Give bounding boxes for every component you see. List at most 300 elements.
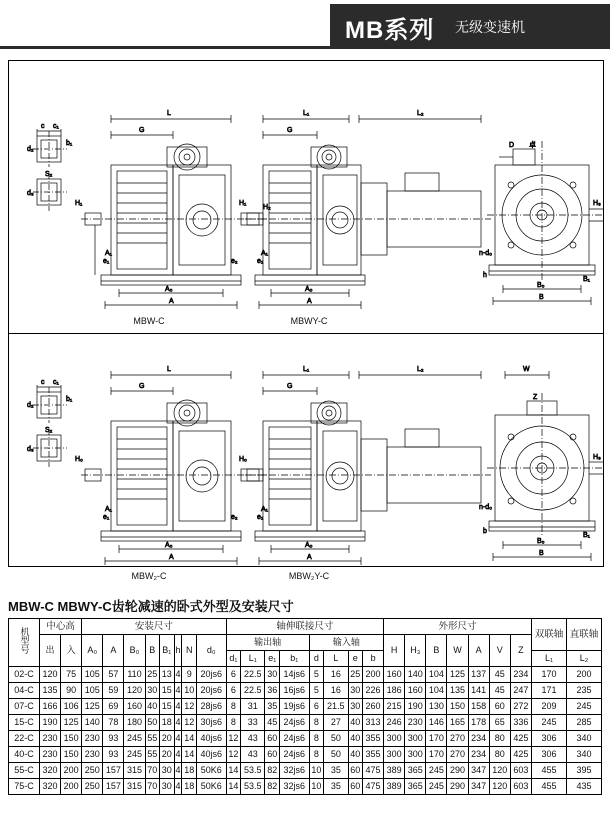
th-h: h <box>174 635 182 667</box>
cell-d0: 20js6 <box>196 667 226 683</box>
cell-A0: 250 <box>82 763 103 779</box>
cell-dL2: 395 <box>567 763 602 779</box>
cell-W: 290 <box>447 763 468 779</box>
cell-b1: 24js6 <box>279 747 309 763</box>
cell-c_in: 200 <box>61 779 82 795</box>
cell-d1: 6 <box>226 683 241 699</box>
table-row <box>9 747 602 763</box>
cell-c_out: 230 <box>40 747 61 763</box>
svg-text:c: c <box>41 379 45 386</box>
cell-W: 290 <box>447 779 468 795</box>
cell-h: 4 <box>174 715 182 731</box>
cell-c_in: 75 <box>61 667 82 683</box>
cell-L1: 43 <box>241 747 265 763</box>
cell-model: 07-C <box>9 699 40 715</box>
table-header-row-2 <box>9 635 602 651</box>
th-N: N <box>182 635 197 667</box>
cell-B: 70 <box>145 763 160 779</box>
cell-B0: 110 <box>124 667 145 683</box>
svg-text:A₀: A₀ <box>305 542 313 549</box>
table-body <box>9 667 602 795</box>
svg-text:d₃: d₃ <box>27 446 34 453</box>
page-header <box>0 0 610 50</box>
th-B1: B₁ <box>160 635 175 667</box>
th-out-b1: b₁ <box>279 651 309 667</box>
svg-text:L₁: L₁ <box>303 110 310 117</box>
dimensions-table <box>8 618 602 795</box>
cell-d1: 8 <box>226 699 241 715</box>
cell-V: 45 <box>489 683 510 699</box>
cell-d: 6 <box>309 699 324 715</box>
cell-B_: 170 <box>426 747 447 763</box>
cell-e: 40 <box>348 715 363 731</box>
cell-e: 40 <box>348 747 363 763</box>
cell-B0: 315 <box>124 763 145 779</box>
cell-L1: 53.5 <box>241 763 265 779</box>
cell-L: 16 <box>324 683 348 699</box>
cell-e1: 45 <box>265 715 280 731</box>
cell-e1: 60 <box>265 731 280 747</box>
cell-b1: 32js6 <box>279 779 309 795</box>
cell-H3: 300 <box>405 747 426 763</box>
cell-W: 270 <box>447 747 468 763</box>
th-B: B <box>145 635 160 667</box>
cell-B: 70 <box>145 779 160 795</box>
cell-b1: 24js6 <box>279 731 309 747</box>
cell-d: 5 <box>309 667 324 683</box>
svg-text:A₀: A₀ <box>165 542 173 549</box>
cell-b1: 32js6 <box>279 763 309 779</box>
cell-dL2: 340 <box>567 747 602 763</box>
figure-caption-mbw2y-c: MBW₂Y-C <box>288 571 330 581</box>
cell-Z: 603 <box>510 763 531 779</box>
header-title: MB系列 <box>345 17 435 44</box>
svg-text:A₁: A₁ <box>261 250 269 257</box>
table-row <box>9 683 602 699</box>
cell-e: 40 <box>348 731 363 747</box>
svg-text:e₂: e₂ <box>231 514 238 521</box>
cell-b1: 19js6 <box>279 699 309 715</box>
cell-d1: 8 <box>226 715 241 731</box>
cell-L: 27 <box>324 715 348 731</box>
cell-L: 35 <box>324 779 348 795</box>
figure-caption-mbw2-c: MBW₂-C <box>131 571 167 581</box>
cell-B: 40 <box>145 699 160 715</box>
cell-B: 50 <box>145 715 160 731</box>
cell-B0: 120 <box>124 683 145 699</box>
cell-H3: 365 <box>405 779 426 795</box>
cell-V: 65 <box>489 715 510 731</box>
table-row <box>9 699 602 715</box>
dimensions-table-wrap <box>8 618 602 795</box>
th-center-out: 出 <box>40 635 61 667</box>
section-title: MBW-C MBWY-C齿轮减速的卧式外型及安装尺寸 <box>8 599 294 614</box>
cell-d: 8 <box>309 715 324 731</box>
svg-text:e₁: e₁ <box>257 514 264 521</box>
cell-A0: 230 <box>82 731 103 747</box>
cell-c_out: 135 <box>40 683 61 699</box>
cell-L1: 43 <box>241 731 265 747</box>
cell-Z: 603 <box>510 779 531 795</box>
cell-A_: 347 <box>468 763 489 779</box>
cell-dL2: 245 <box>567 699 602 715</box>
cell-h: 4 <box>174 763 182 779</box>
cell-model: 75-C <box>9 779 40 795</box>
cell-h: 4 <box>174 779 182 795</box>
cell-L1: 53.5 <box>241 779 265 795</box>
svg-text:e₁: e₁ <box>103 258 110 265</box>
svg-text:A: A <box>307 554 312 561</box>
cell-L: 21.5 <box>324 699 348 715</box>
svg-text:d₂: d₂ <box>27 146 34 153</box>
th-A0: A₀ <box>82 635 103 667</box>
cell-d1: 14 <box>226 763 241 779</box>
cell-c_out: 320 <box>40 779 61 795</box>
svg-text:c: c <box>41 123 45 130</box>
cell-d: 5 <box>309 683 324 699</box>
cell-V: 45 <box>489 667 510 683</box>
cell-model: 02-C <box>9 667 40 683</box>
th-center-in: 入 <box>61 635 82 667</box>
svg-text:H₀: H₀ <box>75 456 83 463</box>
cell-A_: 347 <box>468 779 489 795</box>
cell-d0: 30js6 <box>196 715 226 731</box>
cell-model: 04-C <box>9 683 40 699</box>
cell-A: 93 <box>103 731 124 747</box>
cell-dL1: 170 <box>532 667 567 683</box>
table-row <box>9 779 602 795</box>
cell-H3: 365 <box>405 763 426 779</box>
cell-b: 475 <box>363 779 384 795</box>
cell-L1: 22.5 <box>241 667 265 683</box>
cell-c_in: 106 <box>61 699 82 715</box>
cell-A: 78 <box>103 715 124 731</box>
cell-dL1: 306 <box>532 731 567 747</box>
th-shaft: 轴伸联接尺寸 <box>226 619 384 635</box>
cell-d0: 28js6 <box>196 699 226 715</box>
svg-text:b: b <box>483 528 487 535</box>
th-in-b: b <box>363 651 384 667</box>
cell-dL2: 435 <box>567 779 602 795</box>
cell-A0: 125 <box>82 699 103 715</box>
svg-text:H₂: H₂ <box>263 204 271 211</box>
cell-N: 12 <box>182 699 197 715</box>
th-in-L: L <box>324 651 348 667</box>
cell-b: 313 <box>363 715 384 731</box>
th-A-out: A <box>468 635 489 667</box>
cell-B1: 20 <box>160 731 175 747</box>
table-header-row-1 <box>9 619 602 635</box>
svg-text:b₁: b₁ <box>66 396 73 403</box>
drawing-panel <box>8 60 604 581</box>
cell-d: 8 <box>309 747 324 763</box>
cell-B: 55 <box>145 731 160 747</box>
cell-c_out: 120 <box>40 667 61 683</box>
cell-B_: 146 <box>426 715 447 731</box>
cell-W: 125 <box>447 667 468 683</box>
cell-B_: 130 <box>426 699 447 715</box>
cell-B_: 104 <box>426 667 447 683</box>
cell-b: 260 <box>363 699 384 715</box>
svg-text:d₂: d₂ <box>27 402 34 409</box>
cell-Z: 425 <box>510 747 531 763</box>
cell-e: 60 <box>348 763 363 779</box>
cell-H3: 140 <box>405 667 426 683</box>
svg-text:n-d₀: n-d₀ <box>479 504 493 511</box>
cell-N: 9 <box>182 667 197 683</box>
cell-H: 389 <box>384 779 405 795</box>
cell-e1: 82 <box>265 763 280 779</box>
header-subtitle: 无级变速机 <box>455 19 525 35</box>
cell-A0: 230 <box>82 747 103 763</box>
cell-b: 355 <box>363 747 384 763</box>
cell-Z: 234 <box>510 667 531 683</box>
cell-H3: 190 <box>405 699 426 715</box>
cell-A_: 141 <box>468 683 489 699</box>
cell-e: 25 <box>348 667 363 683</box>
th-shaft-out: 输出轴 <box>226 635 309 651</box>
cell-d0: 40js6 <box>196 731 226 747</box>
cell-B0: 245 <box>124 731 145 747</box>
svg-text:D: D <box>509 142 515 149</box>
cell-H3: 160 <box>405 683 426 699</box>
cell-B1: 15 <box>160 683 175 699</box>
cell-N: 14 <box>182 747 197 763</box>
cell-A: 157 <box>103 779 124 795</box>
figure-caption-mbwy-c: MBWY-C <box>290 316 328 326</box>
cell-model: 22-C <box>9 731 40 747</box>
cell-d1: 12 <box>226 731 241 747</box>
th-H3: H₃ <box>405 635 426 667</box>
cell-c_out: 190 <box>40 715 61 731</box>
cell-A: 69 <box>103 699 124 715</box>
svg-text:e₂: e₂ <box>231 258 238 265</box>
svg-text:c₁: c₁ <box>53 379 59 386</box>
cell-c_out: 230 <box>40 731 61 747</box>
cell-h: 4 <box>174 667 182 683</box>
cell-N: 18 <box>182 763 197 779</box>
svg-text:G: G <box>287 383 293 390</box>
cell-N: 18 <box>182 779 197 795</box>
svg-text:H₁: H₁ <box>239 200 247 207</box>
cell-V: 80 <box>489 747 510 763</box>
th-H: H <box>384 635 405 667</box>
cell-B_: 170 <box>426 731 447 747</box>
svg-text:A: A <box>169 554 174 561</box>
th-V: V <box>489 635 510 667</box>
cell-B1: 13 <box>160 667 175 683</box>
cell-W: 270 <box>447 731 468 747</box>
cell-h: 4 <box>174 683 182 699</box>
cell-B0: 160 <box>124 699 145 715</box>
svg-text:H₃: H₃ <box>593 200 601 207</box>
svg-text:L: L <box>167 110 171 117</box>
cell-A0: 105 <box>82 667 103 683</box>
cell-B0: 180 <box>124 715 145 731</box>
header-rule <box>0 46 610 49</box>
cell-e1: 36 <box>265 683 280 699</box>
cell-A: 59 <box>103 683 124 699</box>
th-A: A <box>103 635 124 667</box>
th-outline: 外形尺寸 <box>384 619 532 635</box>
cell-H: 300 <box>384 731 405 747</box>
cell-d0: 40js6 <box>196 747 226 763</box>
svg-text:A₀: A₀ <box>165 286 173 293</box>
cell-W: 165 <box>447 715 468 731</box>
svg-text:b₁: b₁ <box>66 140 73 147</box>
table-row <box>9 715 602 731</box>
cell-e: 30 <box>348 699 363 715</box>
cell-H: 215 <box>384 699 405 715</box>
cell-B0: 245 <box>124 747 145 763</box>
svg-text:n-d₀: n-d₀ <box>479 250 493 257</box>
th-double-L1: L₁ <box>532 651 567 667</box>
cell-b1: 14js6 <box>279 667 309 683</box>
cell-dL2: 200 <box>567 667 602 683</box>
cell-V: 120 <box>489 763 510 779</box>
cell-L1: 22.5 <box>241 683 265 699</box>
cell-model: 15-C <box>9 715 40 731</box>
th-model: 机型号 <box>9 619 40 667</box>
cell-A_: 137 <box>468 667 489 683</box>
cell-c_in: 90 <box>61 683 82 699</box>
cell-L: 16 <box>324 667 348 683</box>
cell-H: 160 <box>384 667 405 683</box>
svg-text:G: G <box>287 127 293 134</box>
cell-B: 25 <box>145 667 160 683</box>
cell-dL1: 245 <box>532 715 567 731</box>
th-direct-L2: L₂ <box>567 651 602 667</box>
cell-B: 30 <box>145 683 160 699</box>
cell-L: 50 <box>324 747 348 763</box>
cell-d: 10 <box>309 763 324 779</box>
cell-b: 200 <box>363 667 384 683</box>
cell-dL1: 306 <box>532 747 567 763</box>
cell-V: 80 <box>489 731 510 747</box>
cell-h: 4 <box>174 699 182 715</box>
th-B0: B₀ <box>124 635 145 667</box>
cell-c_in: 150 <box>61 747 82 763</box>
svg-text:A₁: A₁ <box>261 506 269 513</box>
cell-b: 475 <box>363 763 384 779</box>
svg-text:G: G <box>139 383 145 390</box>
th-double-axis: 双联轴 <box>532 619 567 651</box>
th-Z: Z <box>510 635 531 667</box>
cell-V: 60 <box>489 699 510 715</box>
svg-text:B₀: B₀ <box>537 538 545 545</box>
cell-V: 120 <box>489 779 510 795</box>
th-shaft-in: 输入轴 <box>309 635 384 651</box>
svg-text:B: B <box>539 550 544 557</box>
th-out-d1: d₁ <box>226 651 241 667</box>
cell-h: 4 <box>174 731 182 747</box>
cell-L1: 33 <box>241 715 265 731</box>
cell-dL1: 209 <box>532 699 567 715</box>
table-row <box>9 667 602 683</box>
cell-e1: 82 <box>265 779 280 795</box>
th-out-e1: e₁ <box>265 651 280 667</box>
svg-text:H₁: H₁ <box>75 200 83 207</box>
th-in-d: d <box>309 651 324 667</box>
cell-b1: 16js6 <box>279 683 309 699</box>
cell-model: 55-C <box>9 763 40 779</box>
cell-b: 355 <box>363 731 384 747</box>
cell-e1: 60 <box>265 747 280 763</box>
svg-text:L₂: L₂ <box>417 110 424 117</box>
cell-B1: 15 <box>160 699 175 715</box>
cell-A_: 234 <box>468 747 489 763</box>
svg-text:c₁: c₁ <box>53 123 59 130</box>
th-in-e: e <box>348 651 363 667</box>
cell-dL2: 285 <box>567 715 602 731</box>
cell-B_: 245 <box>426 779 447 795</box>
svg-text:卓: 卓 <box>529 142 536 149</box>
cell-c_out: 320 <box>40 763 61 779</box>
cell-e1: 30 <box>265 667 280 683</box>
cell-c_in: 150 <box>61 731 82 747</box>
svg-text:L₂: L₂ <box>417 366 424 373</box>
cell-h: 4 <box>174 747 182 763</box>
cell-dL2: 235 <box>567 683 602 699</box>
svg-text:A₁: A₁ <box>105 250 113 257</box>
cell-N: 14 <box>182 731 197 747</box>
cell-L: 50 <box>324 731 348 747</box>
cell-d0: 50K6 <box>196 779 226 795</box>
cell-B0: 315 <box>124 779 145 795</box>
cell-A_: 178 <box>468 715 489 731</box>
cell-W: 150 <box>447 699 468 715</box>
th-out-L1: L₁ <box>241 651 265 667</box>
cell-Z: 425 <box>510 731 531 747</box>
cell-H: 246 <box>384 715 405 731</box>
svg-text:A: A <box>307 298 312 305</box>
cell-e1: 35 <box>265 699 280 715</box>
cell-L: 35 <box>324 763 348 779</box>
cell-d: 10 <box>309 779 324 795</box>
table-row <box>9 763 602 779</box>
cell-c_out: 166 <box>40 699 61 715</box>
svg-text:H₀: H₀ <box>239 456 247 463</box>
th-direct-axis: 直联轴 <box>567 619 602 651</box>
cell-d0: 20js6 <box>196 683 226 699</box>
cell-B1: 30 <box>160 763 175 779</box>
cell-B_: 104 <box>426 683 447 699</box>
cell-dL1: 455 <box>532 779 567 795</box>
figure-caption-mbw-c: MBW-C <box>133 316 165 326</box>
cell-W: 135 <box>447 683 468 699</box>
cell-B1: 30 <box>160 779 175 795</box>
svg-text:A₁: A₁ <box>105 506 113 513</box>
cell-A: 93 <box>103 747 124 763</box>
cell-Z: 336 <box>510 715 531 731</box>
cell-d1: 12 <box>226 747 241 763</box>
svg-text:A: A <box>169 298 174 305</box>
svg-text:B: B <box>539 294 544 301</box>
cell-A_: 158 <box>468 699 489 715</box>
cell-model: 40-C <box>9 747 40 763</box>
cell-L1: 31 <box>241 699 265 715</box>
svg-text:d₃: d₃ <box>27 190 34 197</box>
svg-text:e₁: e₁ <box>257 258 264 265</box>
svg-text:L: L <box>167 366 171 373</box>
svg-text:B₁: B₁ <box>583 276 591 283</box>
cell-c_in: 125 <box>61 715 82 731</box>
svg-text:L₁: L₁ <box>303 366 310 373</box>
cell-N: 10 <box>182 683 197 699</box>
svg-text:S₂: S₂ <box>45 427 53 434</box>
cell-A: 57 <box>103 667 124 683</box>
svg-text:W: W <box>523 366 530 373</box>
